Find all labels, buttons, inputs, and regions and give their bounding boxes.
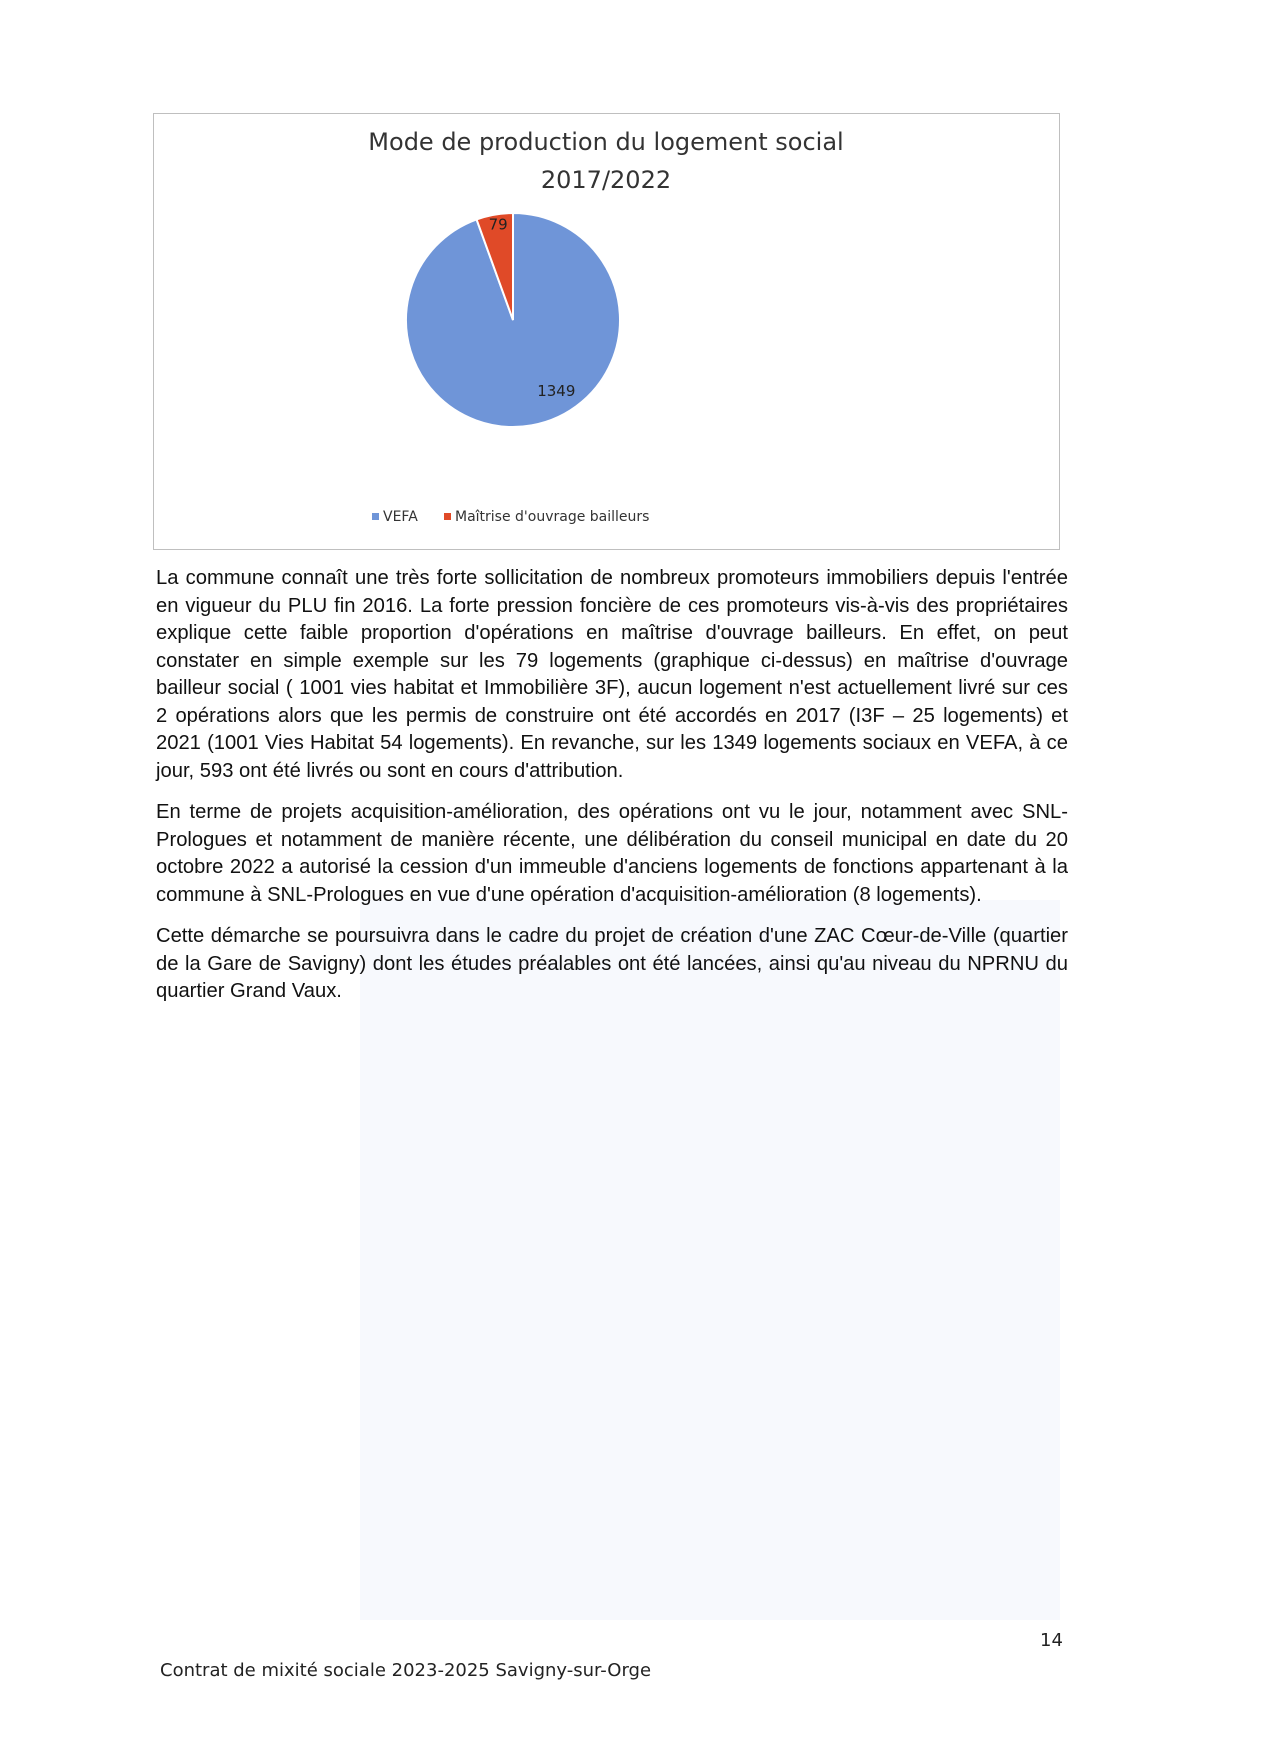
legend-label-vefa: VEFA [383,509,418,525]
pie-data-label-vefa: 1349 [537,381,576,400]
pie-data-label-maitrise-ouvrage-bailleurs: 79 [488,215,508,234]
paragraph-1: La commune connaît une très forte sollicitation de nombreux promoteurs immobiliers depuis l'entrée en vigueur du PLU fin 2016. La forte pression foncière de ces promoteurs vis-à-vis des propriétaires explique cette faible proportion d'opérations en maîtrise d'ouvrage bailleurs. En effet, on peut constater en simple exemple sur les 79 logements (graphique ci-dessus) en maîtrise d'ouvrage bailleur social ( 1001 vies habitat et Immobilière 3F), aucun logement n'est actuellement livré sur ces 2 opérations alors que les permis de construire ont été accordés en 2017 (I3F – 25 logements) et 2021 (1001 Vies Habitat 54 logements). En revanche, sur les 1349 logements sociaux en VEFA, à ce jour, 593 ont été livrés ou sont en cours d'attribution. [156,567,1068,782]
page-number: 14 [1040,1630,1063,1651]
legend-label-maitrise-ouvrage-bailleurs: Maîtrise d'ouvrage bailleurs [455,509,650,525]
legend-swatch-vefa [372,513,379,520]
footer-text: Contrat de mixité sociale 2023-2025 Savigny-sur-Orge [160,1660,652,1681]
chart-subtitle: 2017/2022 [540,166,672,194]
chart-legend [372,509,649,525]
pie-chart [153,113,1060,550]
chart-title: Mode de production du logement social [368,128,844,156]
paragraph-3: Cette démarche se poursuivra dans le cadre du projet de création d'une ZAC Cœur-de-Ville (quartier de la Gare de Savigny) dont les études préalables ont été lancées, ainsi qu'au niveau du NPRNU du quartier Grand Vaux. [156,925,1068,1002]
pie-chart-svg [154,114,1059,549]
legend-swatch-maitrise-ouvrage-bailleurs [444,513,451,520]
pie-slices [406,213,620,427]
paragraph-2: En terme de projets acquisition-amélioration, des opérations ont vu le jour, notamment avec SNL-Prologues et notamment de manière récente, une délibération du conseil municipal en date du 20 octobre 2022 a autorisé la cession d'un immeuble d'anciens logements de fonctions appartenant à la commune à SNL-Prologues en vue d'une opération d'acquisition-amélioration (8 logements). [156,801,1068,906]
body-text [156,565,1068,1020]
